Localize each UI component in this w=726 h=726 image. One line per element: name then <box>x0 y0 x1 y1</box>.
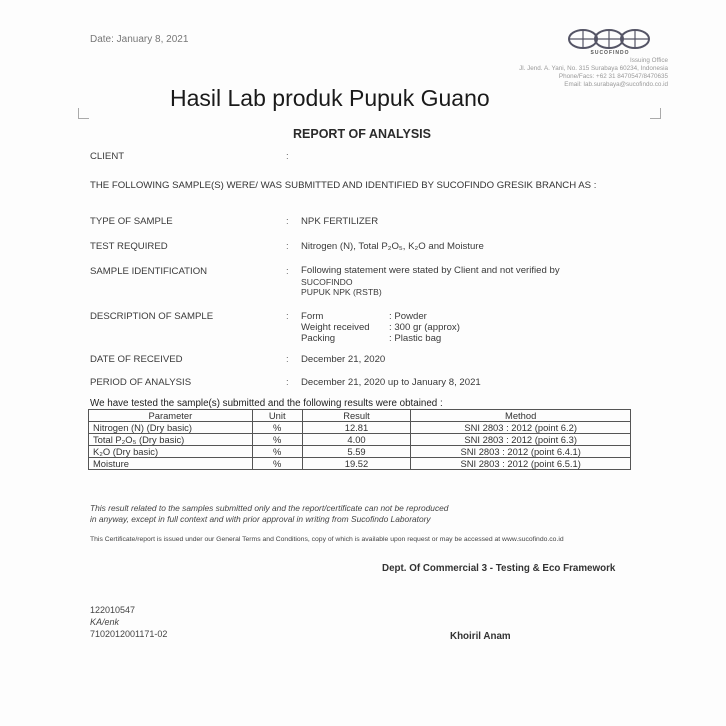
client-label: CLIENT <box>90 151 125 162</box>
column-header-unit: Unit <box>252 410 302 422</box>
cell-method: SNI 2803 : 2012 (point 6.2) <box>411 422 631 434</box>
cell-method: SNI 2803 : 2012 (point 6.4.1) <box>411 446 631 458</box>
period-of-analysis-value: December 21, 2020 up to January 8, 2021 <box>301 377 481 388</box>
cell-method: SNI 2803 : 2012 (point 6.3) <box>411 434 631 446</box>
address-line: Jl. Jend. A. Yani, No. 315 Surabaya 60234, Indonesia <box>519 65 668 72</box>
department-name: Dept. Of Commercial 3 - Testing & Eco Framework <box>382 563 616 574</box>
colon: : <box>286 266 289 277</box>
terms-note: This Certificate/report is issued under our General Terms and Conditions, copy of which is available upon request or may be accessed at www.sucofindo.co.id <box>90 536 564 543</box>
date-of-received-label: DATE OF RECEIVED <box>90 354 183 365</box>
cell-result: 4.00 <box>302 434 411 446</box>
sample-identification-line2: SUCOFINDO <box>301 277 353 287</box>
logo-label: SUCOFINDO <box>590 50 630 56</box>
colon: : <box>286 354 289 365</box>
table-row <box>89 458 631 470</box>
description-value: : Powder <box>389 311 427 322</box>
colon: : <box>286 241 289 252</box>
address-line: Phone/Facs: +62 31 8470547/8470635 <box>558 73 668 80</box>
frame-corner-right <box>650 108 661 119</box>
results-table <box>88 409 631 470</box>
cell-result: 5.59 <box>302 446 411 458</box>
type-of-sample-value: NPK FERTILIZER <box>301 216 379 227</box>
description-row <box>301 322 460 333</box>
reference-number: 122010547 <box>90 605 136 615</box>
cell-parameter: Total P₂O₅ (Dry basic) <box>89 434 253 446</box>
table-row <box>89 434 631 446</box>
overlay-caption: Hasil Lab produk Pupuk Guano <box>170 85 490 111</box>
cell-parameter: Nitrogen (N) (Dry basic) <box>89 422 253 434</box>
table-header-row <box>89 410 631 422</box>
description-key: Weight received <box>301 322 370 333</box>
address-line: Email: lab.surabaya@sucofindo.co.id <box>564 81 668 88</box>
description-of-sample-label: DESCRIPTION OF SAMPLE <box>90 311 214 322</box>
type-of-sample-label: TYPE OF SAMPLE <box>90 216 173 227</box>
cell-result: 12.81 <box>302 422 411 434</box>
column-header-parameter: Parameter <box>89 410 253 422</box>
test-required-value: Nitrogen (N), Total P₂O₅, K₂O and Moisture <box>301 241 484 252</box>
disclaimer-line: This result related to the samples submitted only and the report/certificate can not be reproduced <box>90 503 449 513</box>
disclaimer-line: in anyway, except in full context and with prior approval in writing from Sucofindo Laboratory <box>90 514 431 524</box>
address-line: Issuing Office <box>629 57 668 64</box>
colon: : <box>286 216 289 227</box>
intro-statement: THE FOLLOWING SAMPLE(S) WERE/ WAS SUBMITTED AND IDENTIFIED BY SUCOFINDO GRESIK BRANCH AS : <box>90 180 597 191</box>
description-row <box>301 333 460 344</box>
description-row <box>301 311 460 322</box>
colon: : <box>286 311 289 322</box>
cell-unit: % <box>252 446 302 458</box>
table-row <box>89 446 631 458</box>
description-key: Form <box>301 311 324 322</box>
sucofindo-logo-icon <box>566 28 652 50</box>
cell-unit: % <box>252 434 302 446</box>
sample-identification-label: SAMPLE IDENTIFICATION <box>90 266 208 277</box>
frame-corner-left <box>78 108 89 119</box>
report-date: Date: January 8, 2021 <box>90 34 189 45</box>
sample-identification-line3: PUPUK NPK (RSTB) <box>301 287 382 297</box>
description-key: Packing <box>301 333 336 344</box>
cell-parameter: Moisture <box>89 458 253 470</box>
colon: : <box>286 377 289 388</box>
reference-code: 7102012001171-02 <box>90 629 168 639</box>
sample-identification-line1: Following statement were stated by Client and not verified by <box>301 265 560 276</box>
issuing-office-address <box>519 57 668 89</box>
reference-initials: KA/enk <box>90 617 120 627</box>
tested-statement: We have tested the sample(s) submitted and the following results were obtained : <box>90 398 443 409</box>
table-row <box>89 422 631 434</box>
signer-name: Khoiril Anam <box>450 631 511 642</box>
cell-unit: % <box>252 458 302 470</box>
cell-result: 19.52 <box>302 458 411 470</box>
cell-parameter: K₂O (Dry basic) <box>89 446 253 458</box>
reference-block <box>90 604 167 640</box>
colon: : <box>286 151 289 162</box>
report-title: REPORT OF ANALYSIS <box>293 127 431 141</box>
test-required-label: TEST REQUIRED <box>90 241 168 252</box>
date-of-received-value: December 21, 2020 <box>301 354 386 365</box>
disclaimer-note <box>90 503 610 525</box>
cell-method: SNI 2803 : 2012 (point 6.5.1) <box>411 458 631 470</box>
period-of-analysis-label: PERIOD OF ANALYSIS <box>90 377 192 388</box>
cell-unit: % <box>252 422 302 434</box>
description-of-sample-details <box>301 311 460 344</box>
column-header-method: Method <box>411 410 631 422</box>
description-value: : 300 gr (approx) <box>389 322 460 333</box>
column-header-result: Result <box>302 410 411 422</box>
description-value: : Plastic bag <box>389 333 442 344</box>
